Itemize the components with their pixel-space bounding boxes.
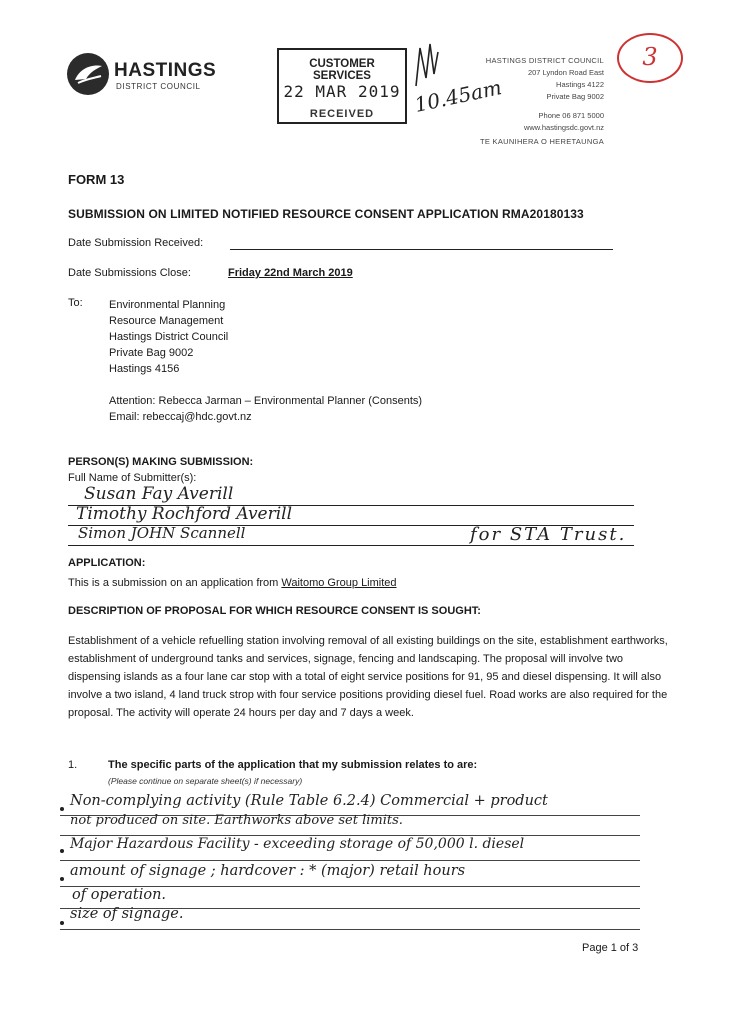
to-line: Hastings 4156 — [109, 363, 180, 375]
application-lead: This is a submission on an application from — [68, 577, 279, 589]
council-line: www.hastingsdc.govt.nz — [523, 123, 604, 132]
date-close-value — [228, 267, 353, 279]
question-note: (Please continue on separate sheet(s) if necessary) — [108, 776, 303, 786]
attention-block — [109, 393, 422, 425]
council-address — [468, 55, 604, 134]
bullet — [60, 921, 64, 925]
attention-line: Attention: Rebecca Jarman – Environmental Planner (Consents) — [109, 395, 423, 407]
council-line: HASTINGS DISTRICT COUNCIL — [485, 56, 604, 65]
submitter-line-3 — [68, 545, 634, 546]
initials-signature-icon — [412, 38, 442, 90]
stamp-received: RECEIVED — [309, 108, 375, 120]
form-title: SUBMISSION ON LIMITED NOTIFIED RESOURCE CONSENT APPLICATION RMA20180133 — [68, 207, 584, 221]
council-line: Hastings 4122 — [556, 80, 604, 89]
answer-line-6 — [60, 929, 640, 930]
handwritten-line-2: not produced on site. Earthworks above set limits. — [70, 813, 403, 828]
to-address — [109, 297, 228, 377]
date-received-label: Date Submission Received: — [68, 237, 204, 249]
page-circle-annotation — [617, 33, 683, 83]
bullet — [60, 849, 64, 853]
council-line: Private Bag 9002 — [546, 92, 604, 101]
logo-subtitle: DISTRICT COUNCIL — [116, 82, 201, 91]
to-line: Private Bag 9002 — [109, 347, 194, 359]
application-text — [68, 577, 397, 589]
handwritten-line-5: of operation. — [72, 887, 167, 903]
to-label: To: — [68, 297, 83, 309]
email-line: Email: rebeccaj@hdc.govt.nz — [109, 411, 252, 423]
council-logo — [66, 52, 226, 96]
bullet — [60, 877, 64, 881]
persons-heading: PERSON(S) MAKING SUBMISSION: — [68, 456, 254, 468]
council-line: 207 Lyndon Road East — [527, 68, 604, 77]
stamp-time: 10.45am — [412, 75, 504, 117]
logo-name: HASTINGS — [114, 60, 217, 81]
to-line: Environmental Planning — [109, 299, 226, 311]
to-line: Resource Management — [109, 315, 224, 327]
handwritten-line-1: Non-complying activity (Rule Table 6.2.4) Commercial + product — [70, 793, 548, 809]
date-received-line — [230, 249, 613, 250]
handwritten-line-4: amount of signage ; hardcover : * (major) retail hours — [70, 863, 466, 879]
date-close-text: Friday 22nd March 2019 — [228, 267, 353, 279]
application-heading: APPLICATION: — [68, 557, 146, 569]
submitter-name-2: Timothy Rochford Averill — [76, 504, 293, 524]
received-stamp — [277, 48, 407, 124]
date-close-label: Date Submissions Close: — [68, 267, 191, 279]
proposal-heading: DESCRIPTION OF PROPOSAL FOR WHICH RESOURCE CONSENT IS SOUGHT: — [68, 605, 481, 617]
bullet — [60, 807, 64, 811]
page-number: Page 1 of 3 — [582, 942, 639, 954]
question-text: The specific parts of the application that my submission relates to are: — [108, 759, 478, 771]
council-line: Phone 06 871 5000 — [538, 111, 604, 120]
answer-line-3 — [60, 860, 640, 861]
form-number: FORM 13 — [68, 172, 125, 187]
to-line: Hastings District Council — [109, 331, 229, 343]
trust-name: for STA Trust. — [470, 524, 627, 545]
council-maori-name: TE KAUNIHERA O HERETAUNGA — [479, 137, 604, 146]
question-number: 1. — [68, 759, 78, 771]
stamp-date: 22 MAR 2019 — [283, 82, 401, 101]
submitter-label: Full Name of Submitter(s): — [68, 472, 197, 484]
page-circle-number: 3 — [642, 43, 658, 71]
handwritten-line-3: Major Hazardous Facility - exceeding storage of 50,000 l. diesel — [70, 836, 525, 852]
proposal-description: Establishment of a vehicle refuelling station involving removal of all existing buildings on the site, establishment earthworks, establishment of underground tanks and services, signage, fencing and landscaping. The proposal will involve two dispensing islands as a four lane car stop with a total of eight service positions for 91, 95 and diesel dispensing. It will also involve a two island, 4 land truck strop with four service positions providing diesel fuel. Road works are also required for the proposal. The activity will operate 24 hours per day and 7 days a week. — [68, 635, 668, 719]
submitter-name-3: Simon JOHN Scannell — [78, 524, 246, 542]
submitter-name-1: Susan Fay Averill — [84, 484, 234, 504]
applicant-name: Waitomo Group Limited — [281, 577, 397, 589]
hastings-logo-icon — [66, 52, 110, 96]
handwritten-line-6: size of signage. — [70, 906, 184, 922]
stamp-title: CUSTOMER SERVICES — [309, 58, 375, 82]
